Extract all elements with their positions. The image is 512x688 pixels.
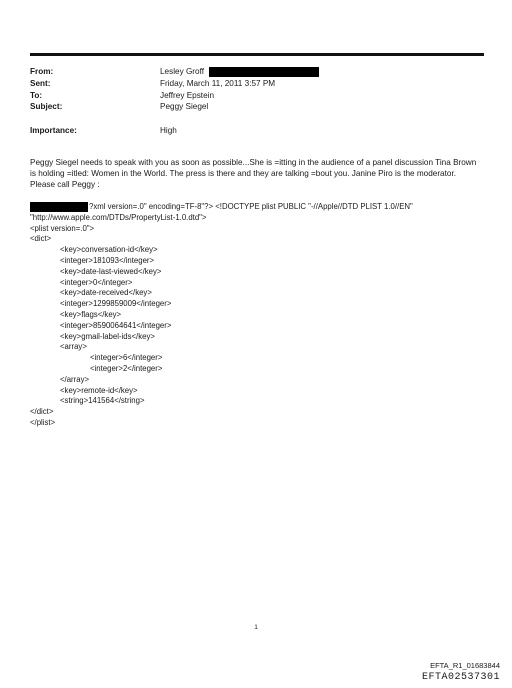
xml-line: <string>141564</string>	[60, 396, 145, 406]
xml-line	[30, 202, 482, 213]
xml-line: <integer>6</integer>	[90, 353, 163, 363]
xml-line: <key>conversation-id</key>	[60, 245, 158, 255]
redaction-block	[30, 202, 88, 212]
page-number: 1	[254, 624, 258, 631]
body-paragraph: Peggy Siegel needs to speak with you as soon as possible...She is =itting in the audience of a panel discussion Tina Brown is holding =itled: Women in the World. The press is there and they are talking =bout you. Janine Piro is the moderator. Please call Peggy :	[30, 158, 477, 189]
xml-line: </array>	[60, 374, 90, 384]
xml-line: <integer>0</integer>	[60, 277, 133, 287]
xml-line: <integer>181093</integer>	[60, 256, 155, 266]
from-label: From:	[30, 67, 54, 76]
subject-label: Subject:	[30, 102, 63, 111]
importance-label: Importance:	[30, 126, 77, 135]
xml-line: <dict>	[30, 234, 52, 244]
xml-line: <key>date-last-viewed</key>	[60, 266, 162, 276]
subject-value: Peggy Siegel	[160, 102, 209, 111]
importance-value: High	[160, 126, 177, 135]
bates-number-primary: EFTA_R1_01683844	[430, 661, 500, 670]
xml-line: <array>	[60, 342, 87, 352]
xml-line: <plist version=.0">	[30, 223, 95, 233]
header-rule	[30, 53, 484, 56]
redaction-block	[209, 67, 319, 77]
from-value	[160, 66, 319, 77]
xml-line: <integer>8590064641</integer>	[60, 320, 172, 330]
xml-line: <integer>2</integer>	[90, 364, 163, 374]
xml-line: <integer>1299859009</integer>	[60, 299, 172, 309]
to-label: To:	[30, 91, 43, 100]
bates-number-secondary: EFTA02537301	[421, 672, 500, 683]
xml-text: ?xml version=.0" encoding=TF-8"?> <!DOCTYPE plist PUBLIC "-//Apple//DTD PLIST 1.0//EN"	[89, 202, 413, 212]
xml-line: "http://www.apple.com/DTDs/PropertyList-1.0.dtd">	[30, 212, 207, 222]
xml-line: <key>date-received</key>	[60, 288, 152, 298]
sent-value: Friday, March 11, 2011 3:57 PM	[160, 79, 276, 88]
sent-label: Sent:	[30, 79, 51, 88]
xml-line: </plist>	[30, 418, 56, 427]
xml-line: </dict>	[30, 407, 54, 417]
from-name: Lesley Groff	[160, 67, 204, 76]
xml-line: <key>flags</key>	[60, 310, 122, 320]
to-value: Jeffrey Epstein	[160, 91, 215, 100]
email-body	[30, 157, 482, 190]
xml-block	[30, 202, 482, 429]
xml-line: <key>remote-id</key>	[60, 385, 138, 395]
xml-line: <key>gmail-label-ids</key>	[60, 331, 155, 341]
